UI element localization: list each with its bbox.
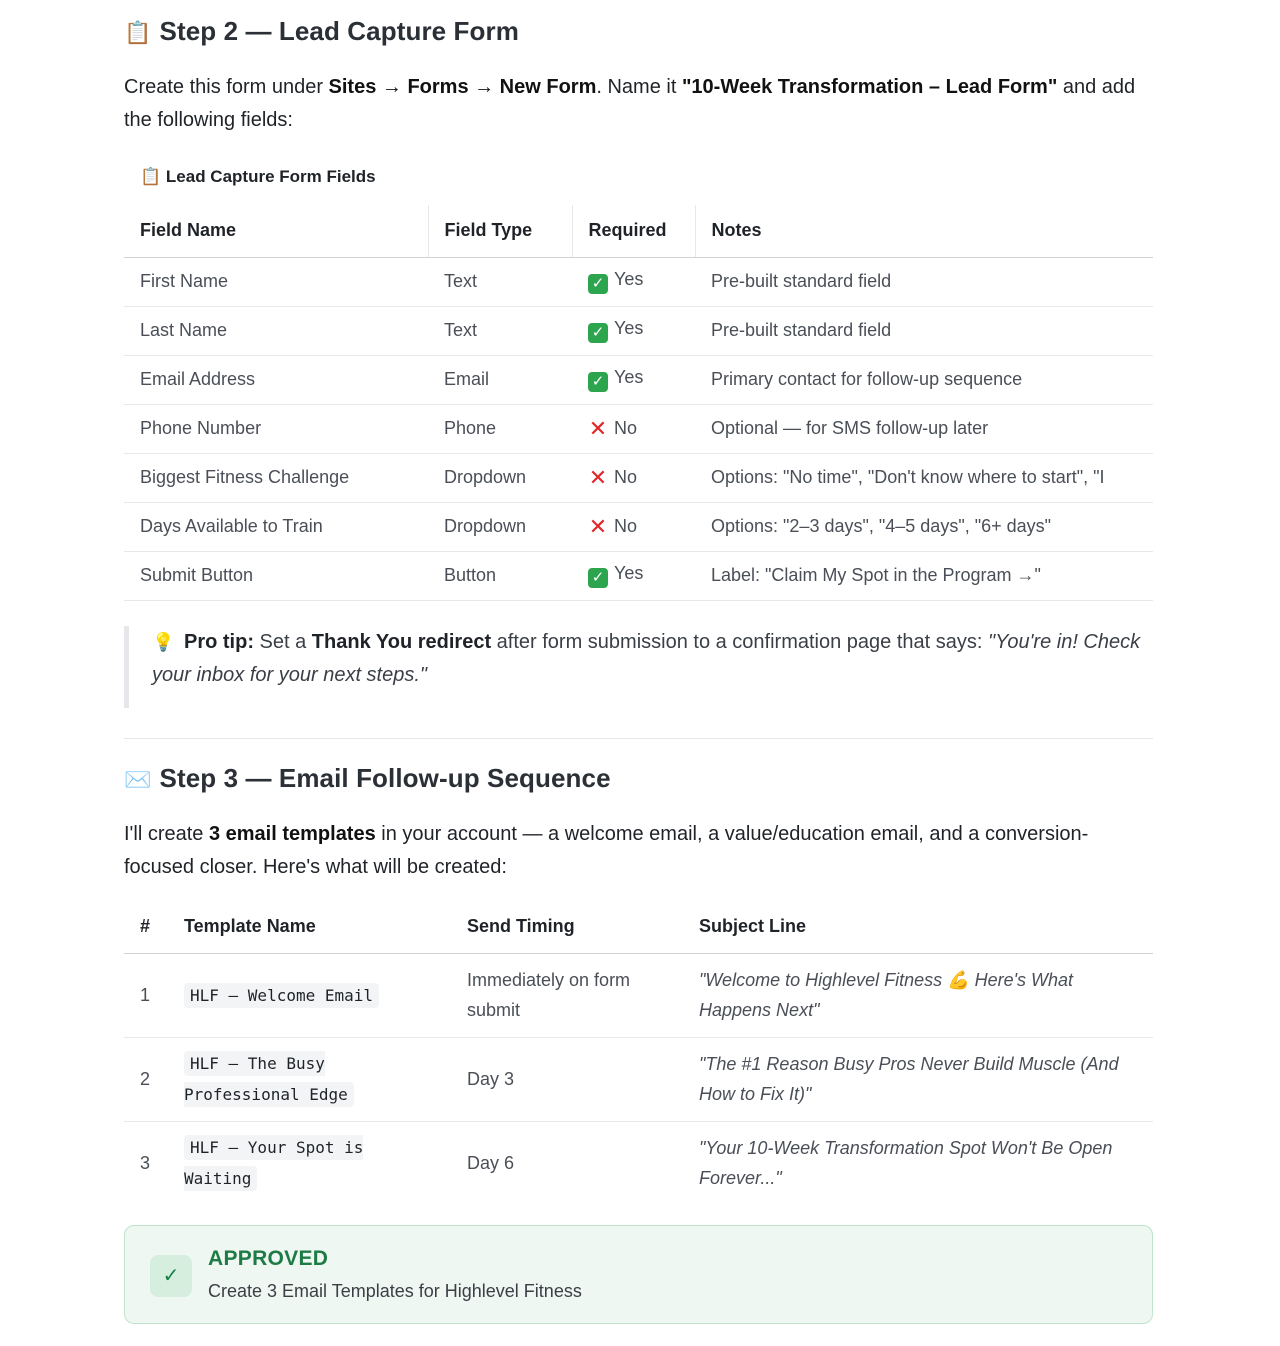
field-required: ✓ Yes (572, 355, 695, 404)
field-name: First Name (140, 271, 229, 291)
field-type: Dropdown (428, 502, 572, 551)
template-number: 3 (124, 1121, 168, 1205)
column-header: # (124, 901, 168, 953)
field-notes: Options: "No time", "Don't know where to start", "I (695, 453, 1153, 502)
table-row (124, 355, 1153, 404)
field-name: Submit Button (124, 551, 428, 600)
pro-tip-callout: 💡 Pro tip: Set a Thank You redirect after form submission to a confirmation page that says: "You're in! Check your inbox for your next steps." (124, 626, 1153, 708)
column-header: Notes (695, 205, 1153, 257)
check-icon: ✓ (588, 372, 608, 392)
field-notes: Label: "Claim My Spot in the Program →" (695, 551, 1153, 600)
step2-heading: 📋 Step 2 — Lead Capture Form (124, 16, 519, 46)
field-required: ✓ Yes (572, 306, 695, 355)
send-timing: Day 3 (451, 1037, 683, 1121)
template-name: HLF — The Busy Professional Edge (168, 1037, 451, 1121)
field-type: Phone (428, 404, 572, 453)
table-row (124, 404, 1153, 453)
field-type: Dropdown (428, 453, 572, 502)
subject-line: "Your 10-Week Transformation Spot Won't Be Open Forever..." (683, 1121, 1153, 1205)
approval-description: Create 3 Email Templates for Highlevel Fitness (208, 1281, 582, 1301)
approval-status: APPROVED (208, 1247, 329, 1270)
email-templates-table (124, 901, 1153, 1205)
template-name: HLF — Your Spot is Waiting (168, 1121, 451, 1205)
x-icon: ✕ (588, 514, 608, 539)
x-icon: ✕ (588, 465, 608, 490)
column-header: Subject Line (683, 901, 1153, 953)
template-number: 1 (140, 985, 151, 1005)
column-header: Required (572, 205, 695, 257)
column-header: Template Name (168, 901, 451, 953)
template-name: HLF — Welcome Email (168, 953, 451, 1037)
table-row (124, 1121, 1153, 1205)
checkmark-icon: ✓ (150, 1255, 192, 1297)
field-name: Last Name (124, 306, 428, 355)
step3-heading: ✉️ Step 3 — Email Follow-up Sequence (124, 763, 611, 793)
field-type: Text (428, 306, 572, 355)
column-header: Field Name (124, 205, 428, 257)
table-row (124, 1037, 1153, 1121)
field-notes: Primary contact for follow-up sequence (695, 355, 1153, 404)
field-name: Email Address (124, 355, 428, 404)
lightbulb-icon: 💡 (152, 632, 175, 652)
step2-intro: Create this form under Sites → Forms → New Form. Name it "10-Week Transformation – Lead Form" and add the following fields: (124, 76, 1136, 131)
table-row (124, 502, 1153, 551)
column-header: Field Type (428, 205, 572, 257)
check-icon: ✓ (588, 568, 608, 588)
form-name: "10-Week Transformation – Lead Form" (681, 76, 1058, 98)
field-type: Email (428, 355, 572, 404)
table-row (124, 453, 1153, 502)
table-row (124, 953, 1153, 1037)
envelope-icon: ✉️ (124, 767, 152, 792)
field-type: Text (444, 271, 478, 291)
field-notes: Optional — for SMS follow-up later (695, 404, 1153, 453)
field-required: ✕ No (572, 404, 695, 453)
column-header: Send Timing (451, 901, 683, 953)
x-icon: ✕ (588, 416, 608, 441)
field-name: Phone Number (124, 404, 428, 453)
field-notes: Pre-built standard field (711, 271, 892, 291)
clipboard-icon: 📋 (140, 167, 162, 186)
form-path: Sites → Forms → New Form (328, 76, 597, 98)
field-required: ✕ No (572, 502, 695, 551)
check-icon: ✓ (588, 274, 608, 294)
field-name: Days Available to Train (124, 502, 428, 551)
field-type: Button (428, 551, 572, 600)
table-header-row (124, 205, 1153, 257)
table-row (124, 306, 1153, 355)
form-fields-table-title: 📋 Lead Capture Form Fields (140, 167, 376, 186)
form-fields-table (124, 205, 1153, 601)
field-required: ✓ Yes (572, 551, 695, 600)
field-name: Biggest Fitness Challenge (124, 453, 428, 502)
field-notes: Pre-built standard field (695, 306, 1153, 355)
subject-line: "Welcome to Highlevel Fitness 💪 Here's What Happens Next" (699, 970, 1074, 1020)
send-timing: Immediately on form submit (467, 970, 631, 1020)
field-notes: Options: "2–3 days", "4–5 days", "6+ days" (695, 502, 1153, 551)
subject-line: "The #1 Reason Busy Pros Never Build Muscle (And How to Fix It)" (683, 1037, 1153, 1121)
section-divider (124, 738, 1153, 739)
field-required: ✓ Yes (572, 257, 695, 306)
table-row (124, 551, 1153, 600)
clipboard-icon: 📋 (124, 20, 152, 45)
field-required: ✕ No (572, 453, 695, 502)
table-row (124, 257, 1153, 306)
send-timing: Day 6 (451, 1121, 683, 1205)
table-header-row (124, 901, 1153, 953)
step3-intro: I'll create 3 email templates in your account — a welcome email, a value/education email, and a conversion-focused closer. Here's what will be created: (124, 823, 1089, 878)
check-icon: ✓ (588, 323, 608, 343)
template-number: 2 (124, 1037, 168, 1121)
approval-card (124, 1225, 1153, 1324)
